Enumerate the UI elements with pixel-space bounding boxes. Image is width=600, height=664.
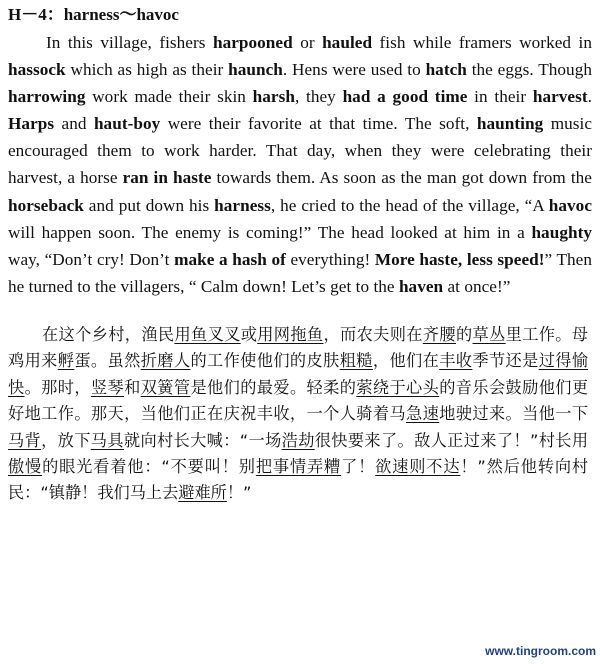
translated-term: 浩劫	[281, 430, 315, 450]
text-run: ，他们在	[372, 351, 440, 371]
text-run: work made their skin	[85, 87, 253, 107]
text-run: .	[587, 87, 592, 107]
text-run: 在这个乡村，渔民	[42, 324, 175, 344]
translated-term: 过得愉快	[8, 351, 589, 397]
text-run: 的	[455, 324, 473, 344]
vocab-term: harness	[214, 195, 271, 215]
translated-term: 粗糙	[339, 351, 373, 371]
text-run: everything!	[285, 249, 375, 269]
translated-term: 双簧管	[140, 377, 191, 397]
translated-term: 草丛	[472, 324, 506, 344]
translated-term: 孵	[57, 351, 75, 371]
vocab-term: had a good time	[342, 87, 468, 107]
text-run: 和	[124, 377, 141, 397]
vocab-term: ran in haste	[122, 168, 212, 188]
vocab-term: horseback	[8, 195, 84, 215]
vocab-term: haven	[398, 276, 444, 296]
text-run: 地驶过来。当他一下	[439, 404, 589, 424]
translated-term: 欲速则不达	[375, 456, 461, 476]
translated-term: 避难所	[178, 483, 227, 503]
text-run: were their favorite at that time. The soft,	[160, 114, 477, 134]
text-run: ，放下	[41, 430, 91, 450]
text-run: 蛋。虽然	[74, 351, 141, 371]
section-heading: H－4：harness～havoc	[8, 5, 179, 24]
translated-term: 把事情弄糟	[255, 456, 342, 476]
text-run: 很快要来了。敌人正过来了！”村长用	[314, 430, 589, 450]
english-paragraph	[8, 29, 592, 300]
text-run: and put down his	[83, 195, 215, 215]
chinese-paragraph	[8, 322, 592, 507]
text-run: 的工作使他们的皮肤	[190, 351, 340, 371]
translated-term: 马具	[90, 430, 124, 450]
text-run: ！”	[226, 483, 252, 503]
translated-term: 折磨人	[140, 351, 191, 371]
text-run: ，而农夫则在	[323, 324, 423, 344]
text-run: , he cried to the head of the village, “A	[270, 195, 549, 215]
text-run: 就向村长大喊：“一场	[123, 430, 282, 450]
text-run: , they	[294, 87, 343, 107]
text-run: towards them. As soon as the man got down from the	[211, 168, 592, 188]
text-run: . Hens were used to	[282, 60, 426, 80]
vocab-term: hassock	[8, 60, 66, 80]
text-run: 季节还是	[472, 351, 539, 371]
text-run: will happen soon. The enemy is coming!” The head looked at him in a	[8, 222, 532, 242]
site-watermark: www.tingroom.com	[485, 644, 596, 658]
vocab-term: harvest	[532, 87, 588, 107]
text-run: 的眼光看着他：“不要叫！别	[42, 456, 256, 476]
vocab-term: haunting	[476, 114, 544, 134]
text-run: 了！	[341, 456, 376, 476]
text-run: music encouraged them to work harder. That day, when they were celebrating their harvest, a horse	[8, 114, 592, 188]
translated-term: 马背	[8, 430, 42, 450]
text-run: at once!”	[443, 276, 511, 296]
vocab-term: make a hash of	[174, 249, 286, 269]
translated-term: 萦绕于心头	[356, 377, 440, 397]
text-run: and	[54, 114, 94, 134]
vocab-term: haughty	[531, 222, 592, 242]
text-run: way, “Don’t cry! Don’t	[8, 249, 175, 269]
text-run: or	[292, 33, 323, 52]
vocab-term: harrowing	[8, 87, 86, 107]
vocab-term: harsh	[252, 87, 295, 107]
text-run: In this village, fishers	[46, 33, 213, 52]
text-run: the eggs. Though	[466, 60, 592, 80]
text-run: 里工作。母鸡用来	[8, 324, 589, 371]
text-run: fish while framers worked in	[372, 33, 592, 52]
vocab-term: hauled	[322, 33, 373, 52]
text-run: 。那时，	[24, 377, 91, 397]
translated-term: 用网拖鱼	[257, 324, 324, 344]
text-run: in their	[467, 87, 533, 107]
translated-term: 丰收	[439, 351, 473, 371]
vocab-term: haunch	[228, 60, 283, 80]
translated-term: 急速	[405, 404, 440, 424]
vocab-term: haut-boy	[93, 114, 161, 134]
translated-term: 竖琴	[90, 377, 125, 397]
text-run: 的音乐会鼓励他们更好地工作。那天，当他们正在庆祝丰收，一个人骑着马	[8, 377, 589, 424]
translated-term: 傲慢	[8, 456, 43, 476]
text-run: 或	[240, 324, 258, 344]
text-run: ” Then he turned to the villagers, “ Calm down! Let’s get to the	[8, 249, 593, 296]
text-run: which as high as their	[65, 60, 229, 80]
vocab-term: Harps	[8, 114, 55, 134]
text-run: ！”然后他转向村民：“镇静！我们马上去	[8, 456, 589, 503]
vocab-term: More haste, less speed!	[374, 249, 545, 269]
vocab-term: harpooned	[212, 33, 293, 52]
vocab-term: hatch	[425, 60, 467, 80]
vocab-term: havoc	[548, 195, 592, 215]
text-run: 是他们的最爱。轻柔的	[190, 377, 357, 397]
translated-term: 齐腰	[422, 324, 456, 344]
translated-term: 用鱼叉叉	[174, 324, 241, 344]
